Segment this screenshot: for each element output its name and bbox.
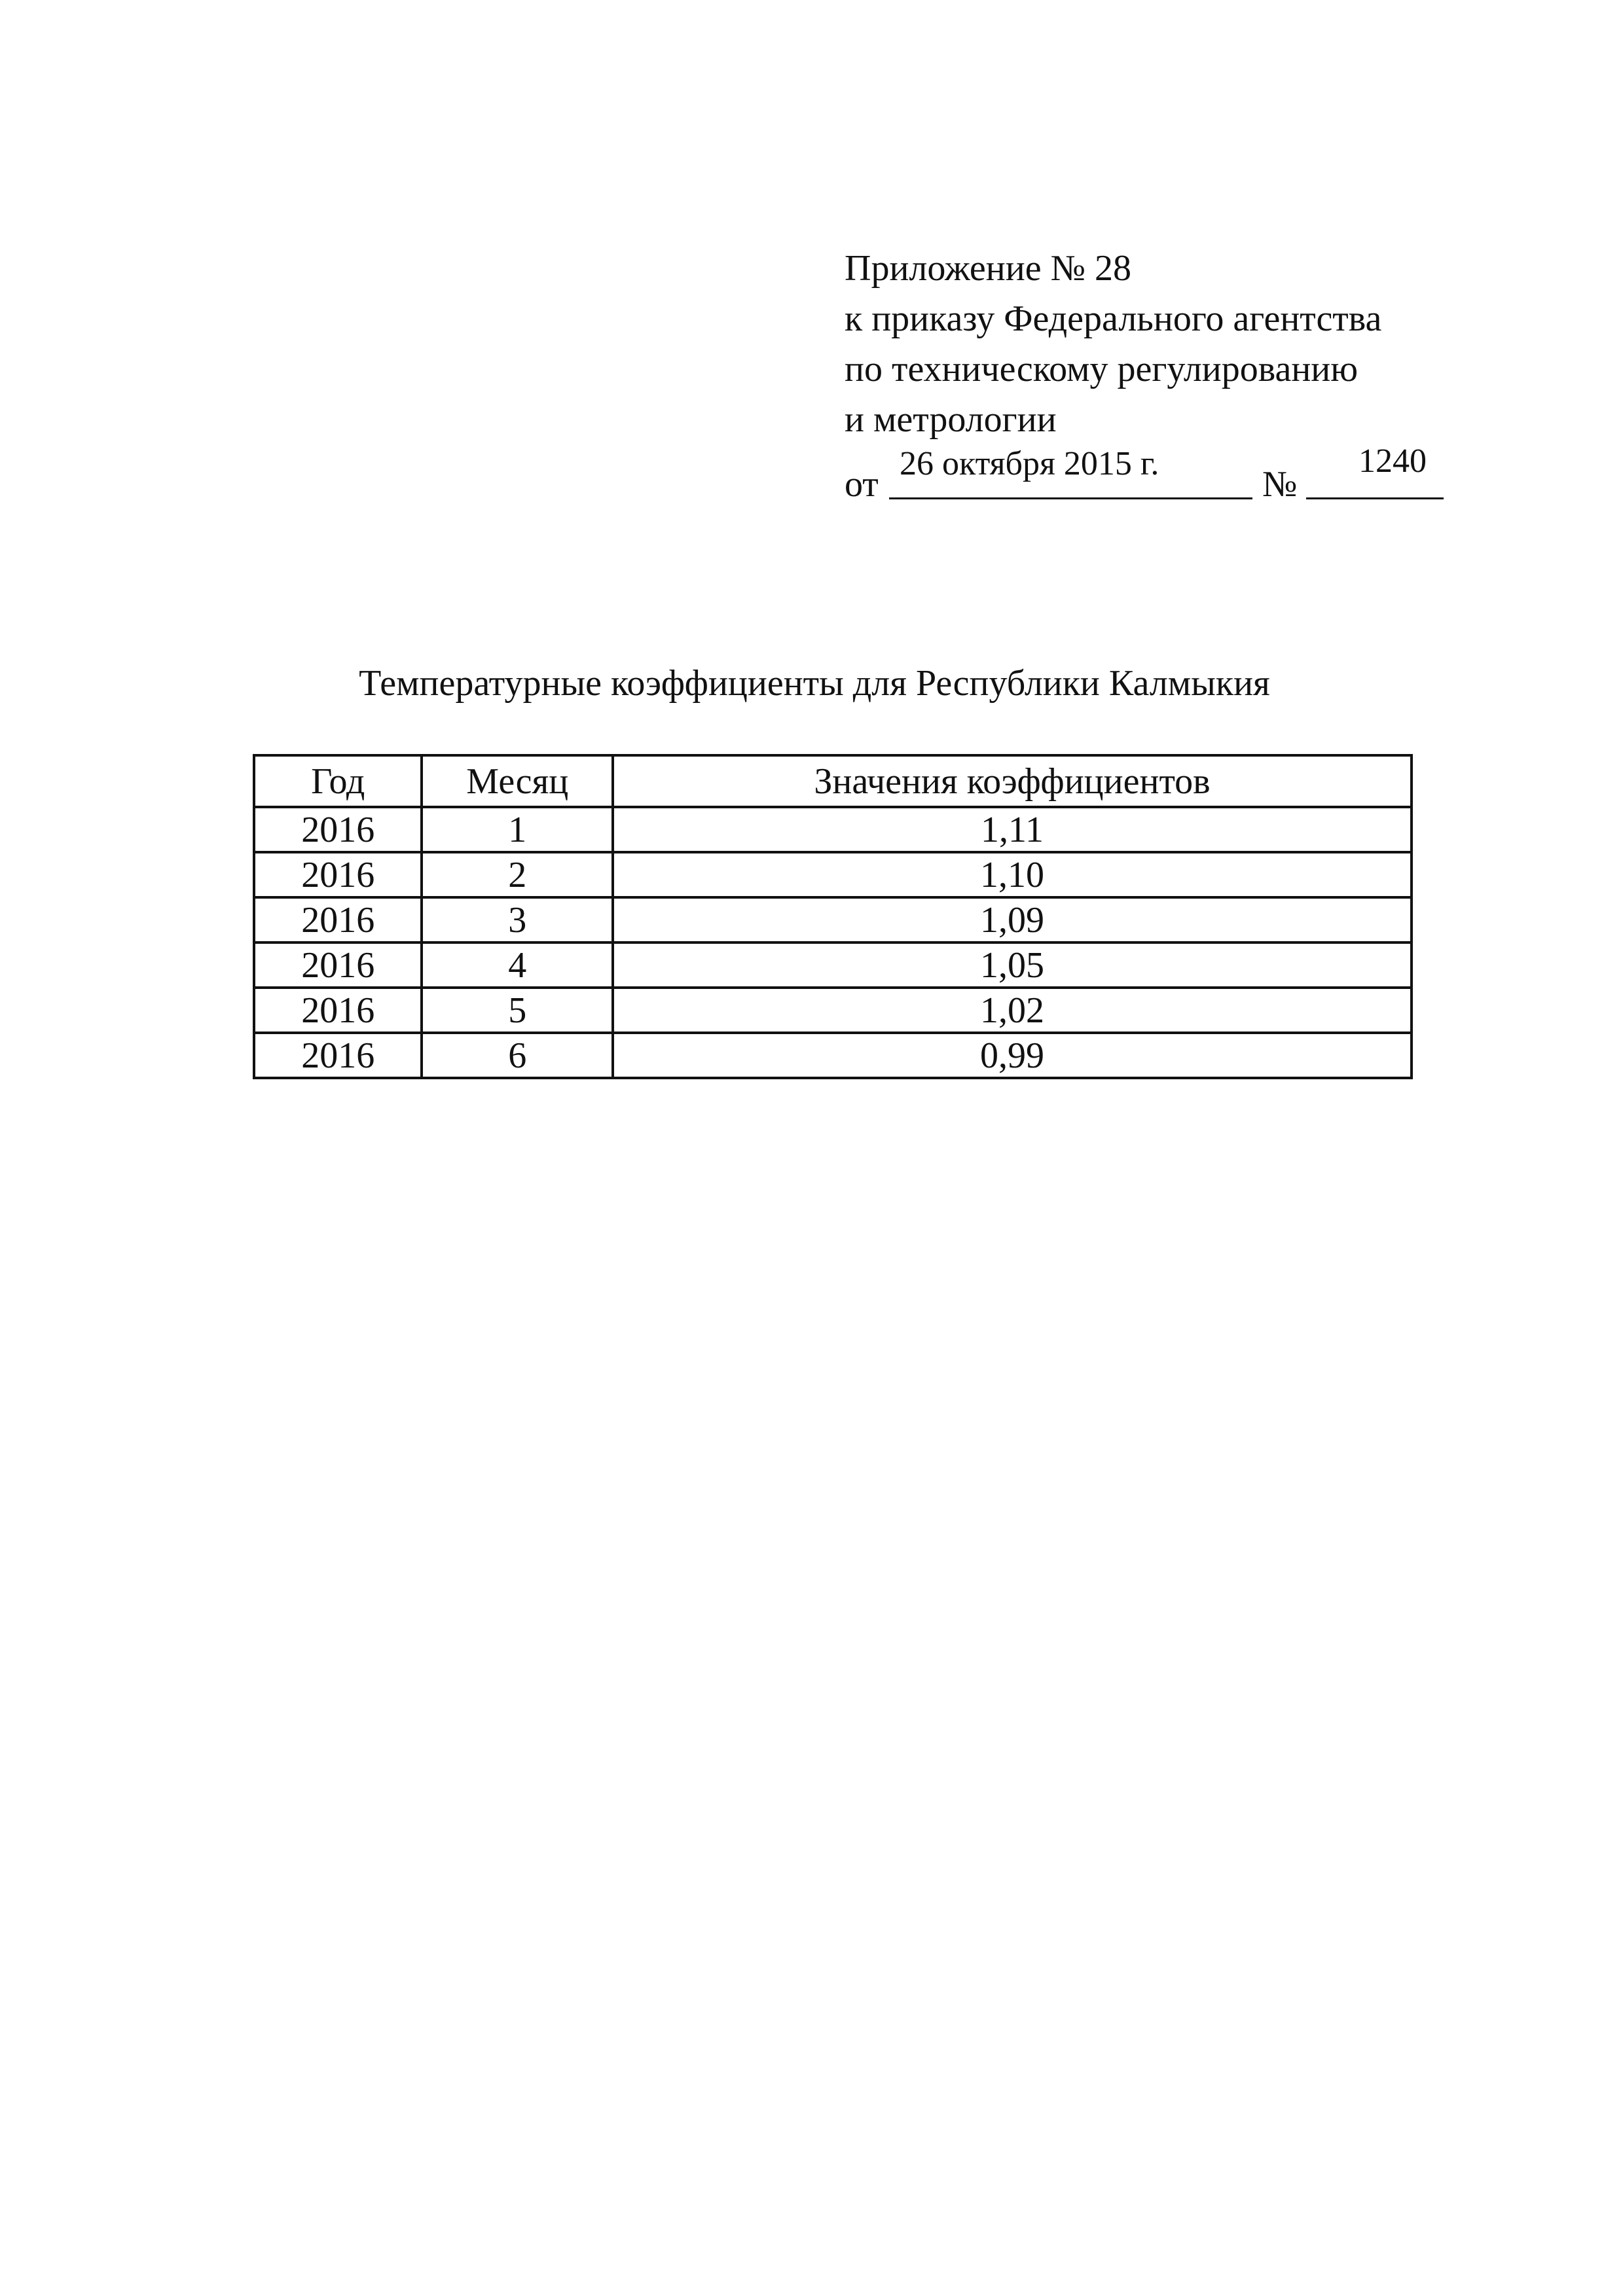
cell-year: 2016 xyxy=(254,942,422,988)
appendix-order-reference-end: и метрологии xyxy=(845,399,1057,440)
cell-month: 2 xyxy=(422,852,613,897)
coefficients-table xyxy=(253,754,1413,1079)
order-date-field xyxy=(889,445,1252,499)
column-header-month: Месяц xyxy=(422,755,613,807)
table-row xyxy=(254,988,1412,1033)
order-number-field xyxy=(1306,442,1444,499)
document-title: Температурные коэффициенты для Республики Калмыкия xyxy=(359,663,1270,704)
table-row xyxy=(254,897,1412,942)
cell-year: 2016 xyxy=(254,897,422,942)
cell-value: 1,11 xyxy=(613,807,1412,852)
order-details xyxy=(845,442,1473,507)
cell-year: 2016 xyxy=(254,852,422,897)
table-row xyxy=(254,942,1412,988)
cell-month: 5 xyxy=(422,988,613,1033)
order-from-label: от xyxy=(845,464,879,505)
order-date: 26 октября 2015 г. xyxy=(900,445,1159,482)
column-header-year: Год xyxy=(254,755,422,807)
appendix-header xyxy=(845,243,1473,507)
table-header-row xyxy=(254,755,1412,807)
cell-value: 1,02 xyxy=(613,988,1412,1033)
cell-month: 6 xyxy=(422,1033,613,1078)
appendix-number: Приложение № 28 xyxy=(845,248,1131,289)
cell-month: 3 xyxy=(422,897,613,942)
cell-month: 4 xyxy=(422,942,613,988)
cell-value: 1,10 xyxy=(613,852,1412,897)
cell-value: 1,09 xyxy=(613,897,1412,942)
table-row xyxy=(254,807,1412,852)
order-number: 1240 xyxy=(1359,442,1427,480)
appendix-order-reference-cont: по техническому регулированию xyxy=(845,349,1359,389)
cell-year: 2016 xyxy=(254,1033,422,1078)
order-number-label: № xyxy=(1262,464,1298,505)
table-row xyxy=(254,1033,1412,1078)
cell-value: 0,99 xyxy=(613,1033,1412,1078)
table-row xyxy=(254,852,1412,897)
cell-year: 2016 xyxy=(254,988,422,1033)
cell-month: 1 xyxy=(422,807,613,852)
cell-year: 2016 xyxy=(254,807,422,852)
column-header-value: Значения коэффициентов xyxy=(613,755,1412,807)
cell-value: 1,05 xyxy=(613,942,1412,988)
appendix-order-reference: к приказу Федерального агентства xyxy=(845,298,1382,339)
